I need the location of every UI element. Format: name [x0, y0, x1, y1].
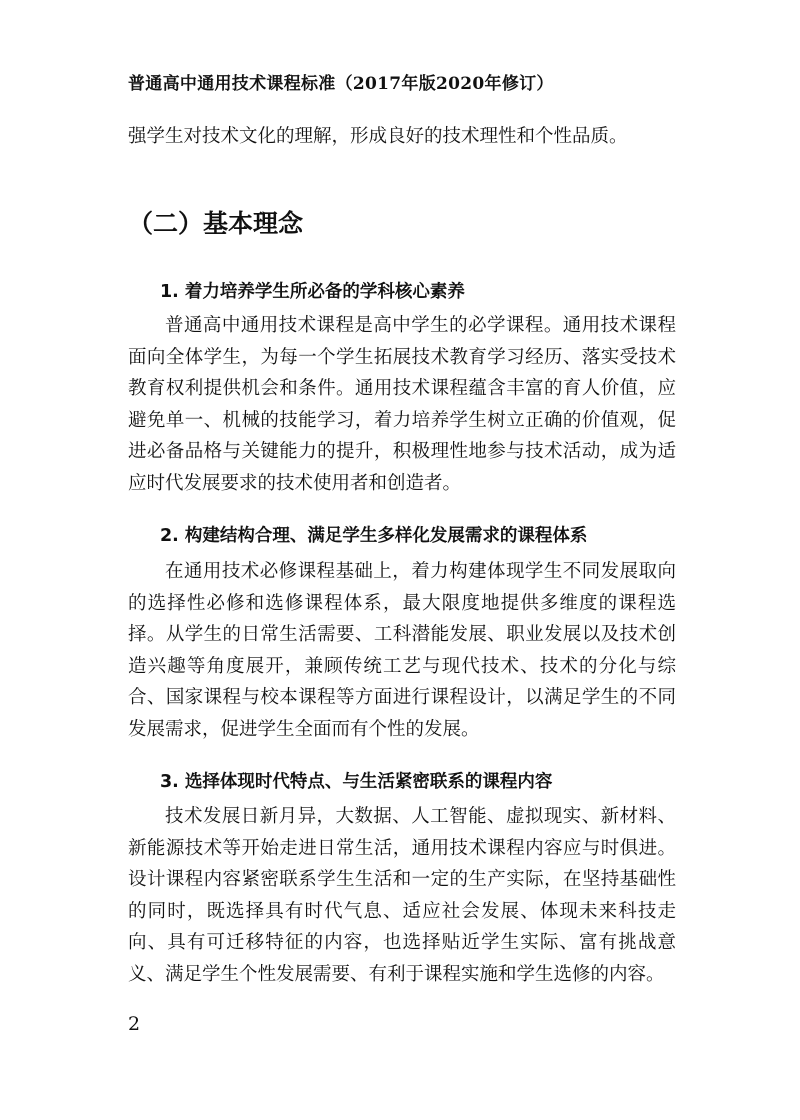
header-divider	[128, 104, 673, 105]
continuation-paragraph: 强学生对技术文化的理解，形成良好的技术理性和个性品质。	[128, 126, 628, 147]
subsection-body-1: 普通高中通用技术课程是高中学生的必学课程。通用技术课程面向全体学生，为每一个学生拓展技术教育学习经历、落实受技术教育权利提供机会和条件。通用技术课程蕴含丰富的育人价值，应避免单一、机械的技能学习，着力培养学生树立正确的价值观，促进必备品格与关键能力的提升，积极理性地参与技术活动，成为适应时代发展要求的技术使用者和创造者。	[128, 315, 676, 494]
subsection-body-2: 在通用技术必修课程基础上，着力构建体现学生不同发展取向的选择性必修和选修课程体系，最大限度地提供多维度的课程选择。从学生的日常生活需要、工科潜能发展、职业发展以及技术创造兴趣等角度展开，兼顾传统工艺与现代技术、技术的分化与综合、国家课程与校本课程等方面进行课程设计，以满足学生的不同发展需求，促进学生全面而有个性的发展。	[128, 561, 676, 740]
subsection-heading-2: 2. 构建结构合理、满足学生多样化发展需求的课程体系	[160, 526, 588, 546]
page-number: 2	[128, 1013, 141, 1035]
running-header: 普通高中通用技术课程标准（2017年版2020年修订）	[128, 74, 554, 94]
subsection-body-3: 技术发展日新月异，大数据、人工智能、虚拟现实、新材料、新能源技术等开始走进日常生活，通用技术课程内容应与时俱进。设计课程内容紧密联系学生生活和一定的生产实际，在坚持基础性的同时，既选择具有时代气息、适应社会发展、体现未来科技走向、具有可迁移特征的内容，也选择贴近学生实际、富有挑战意义、满足学生个性发展需要、有利于课程实施和学生选修的内容。	[128, 806, 676, 985]
section-heading: （二）基本理念	[128, 209, 304, 238]
subsection-heading-3: 3. 选择体现时代特点、与生活紧密联系的课程内容	[160, 772, 553, 792]
subsection-heading-1: 1. 着力培养学生所必备的学科核心素养	[160, 282, 465, 302]
